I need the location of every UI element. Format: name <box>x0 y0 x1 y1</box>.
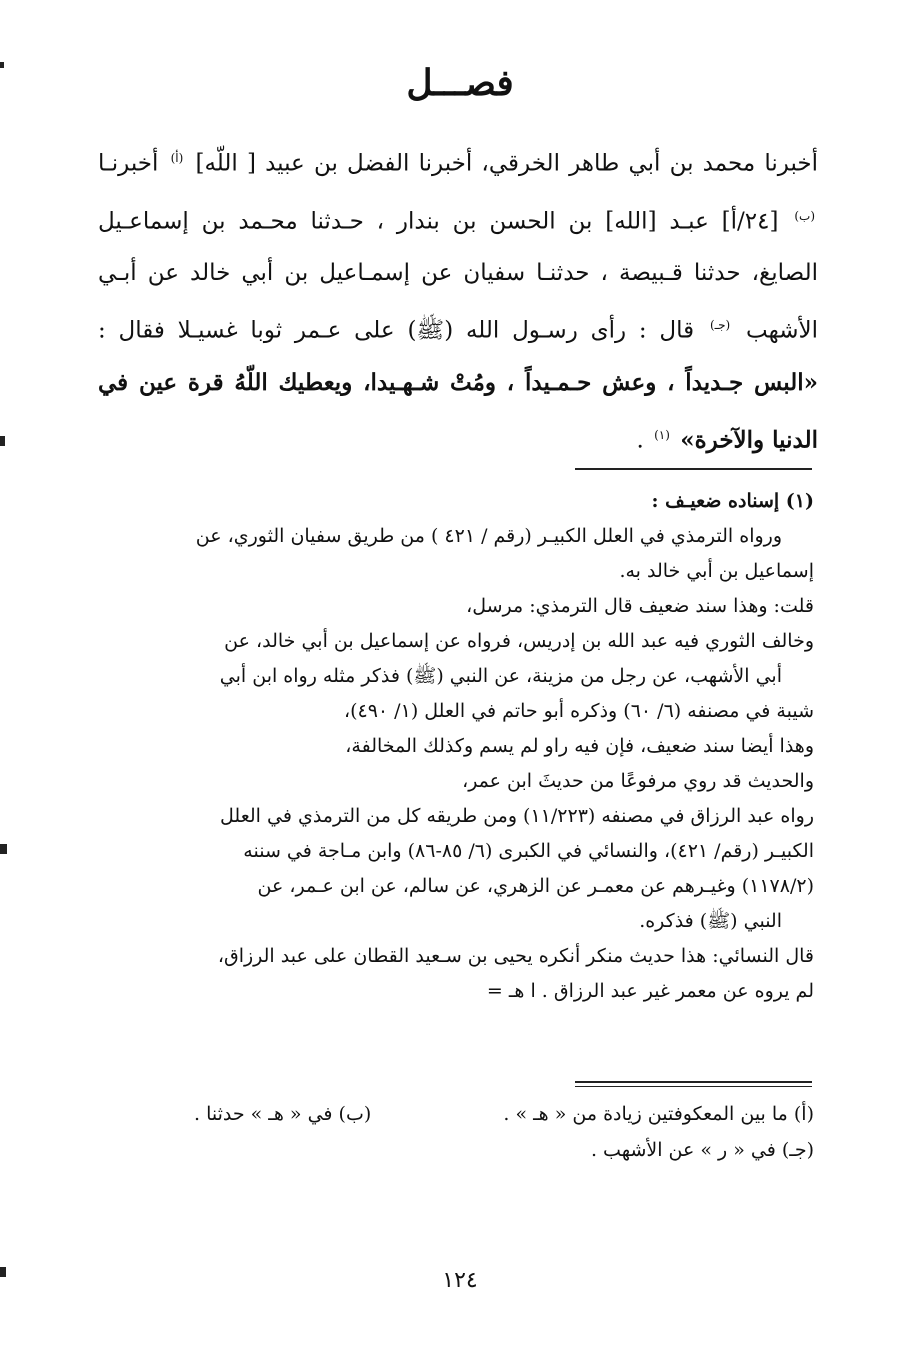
variant-c: (جـ) في « ر » عن الأشهب . <box>590 1139 814 1161</box>
footnotes <box>100 484 814 1009</box>
section-title: فصـــل <box>406 62 514 104</box>
footnote-line: (١١٧٨/٢) وغيـرهم عن معمـر عن الزهري، عن سالم، عن ابن عـمر، عن <box>257 875 814 897</box>
footnote-line: ورواه الترمذي في العلل الكبيـر (رقم / ٤٢١ ) من طريق سفيان الثوري، عن <box>195 525 782 547</box>
footnote-line: إسماعيل بن أبي خالد به. <box>619 560 814 582</box>
scan-edge-mark <box>0 844 7 854</box>
main-text <box>98 132 818 467</box>
variant-marker-a: (أ) <box>170 151 184 165</box>
footnote-line: الكبيـر (رقم/ ٤٢١)، والنسائي في الكبرى (٦/ ٨٥-٨٦) وابن مـاجة في سننه <box>243 840 814 862</box>
manuscript-variants <box>100 1096 814 1168</box>
paragraph-end: . <box>636 427 644 454</box>
variants-divider-thin <box>575 1086 812 1087</box>
hadith-quote: «البس جـديداً ، وعش حـمـيداً ، ومُتْ شـهـيدا، ويعطيك اللّهُ قرة عين في الدنيا والآخرة» <box>98 368 818 454</box>
chain-part-3: [٢٤/أ] عبـد [الله] بن الحسن بن بندار ، حـدثنا محـمد بن إسماعـيل الصايغ، حدثنا قـبيصة ، حدثنـا سفيان عن إسمـاعيل بن أبي خالد عن أبـي الأشهب <box>98 208 818 344</box>
hadith-paragraph <box>98 132 818 467</box>
footnote-line: رواه عبد الرزاق في مصنفه (١١/٢٢٣) ومن طريقه كل من الترمذي في العلل <box>220 805 814 827</box>
footnote-line: النبي (ﷺ) فذكره. <box>639 910 782 932</box>
footnote-line: وخالف الثوري فيه عبد الله بن إدريس، فرواه عن إسماعيل بن أبي خالد، عن <box>224 630 814 652</box>
variant-line <box>100 1132 814 1168</box>
page-number: ١٢٤ <box>442 1268 478 1293</box>
footnote-heading: (١) إسناده ضعيـف : <box>651 490 814 512</box>
variant-line <box>100 1096 814 1132</box>
footnote-line: وهذا أيضا سند ضعيف، فإن فيه راو لم يسم وكذلك المخالفة، <box>345 735 814 757</box>
footnote-marker-1: (١) <box>654 427 670 442</box>
variant-b: (ب) في « هـ » حدثنا . <box>193 1103 372 1125</box>
footnote-divider <box>575 468 812 470</box>
variant-marker-b: (ب) <box>794 208 816 223</box>
footnote-line: لم يروه عن معمر غير عبد الرزاق . ا هـ = <box>486 980 814 1002</box>
footnote-line: والحديث قد روي مرفوعًا من حديثَ ابن عمر، <box>462 770 814 792</box>
footnote-line: أبي الأشهب، عن رجل من مزينة، عن النبي (ﷺ) فذكر مثله رواه ابن أبي <box>219 665 782 687</box>
variant-marker-c: (جـ) <box>709 318 731 333</box>
footnote-line: قلت: وهذا سند ضعيف قال الترمذي: مرسل، <box>466 595 814 617</box>
chain-part-4: قال : رأى رسـول الله (ﷺ) على عـمر ثوبا غسيـلا فقال : <box>98 317 695 344</box>
variant-a: (أ) ما بين المعكوفتين زيادة من « هـ » . <box>503 1103 814 1125</box>
chain-part-1: أخبرنا محمد بن أبي طاهر الخرقي، أخبرنا الفضل بن عبيد [ اللّه] <box>195 150 819 177</box>
scan-edge-mark <box>0 436 5 446</box>
footnote-line: شيبة في مصنفه (٦/ ٦٠) وذكره أبو حاتم في العلل (١/ ٤٩٠)، <box>343 700 814 722</box>
chain-part-2: أخبرنـا <box>98 150 159 177</box>
variants-divider <box>575 1081 812 1083</box>
footnote-line: قال النسائي: هذا حديث منكر أنكره يحيى بن سـعيد القطان على عبد الرزاق، <box>217 945 814 967</box>
